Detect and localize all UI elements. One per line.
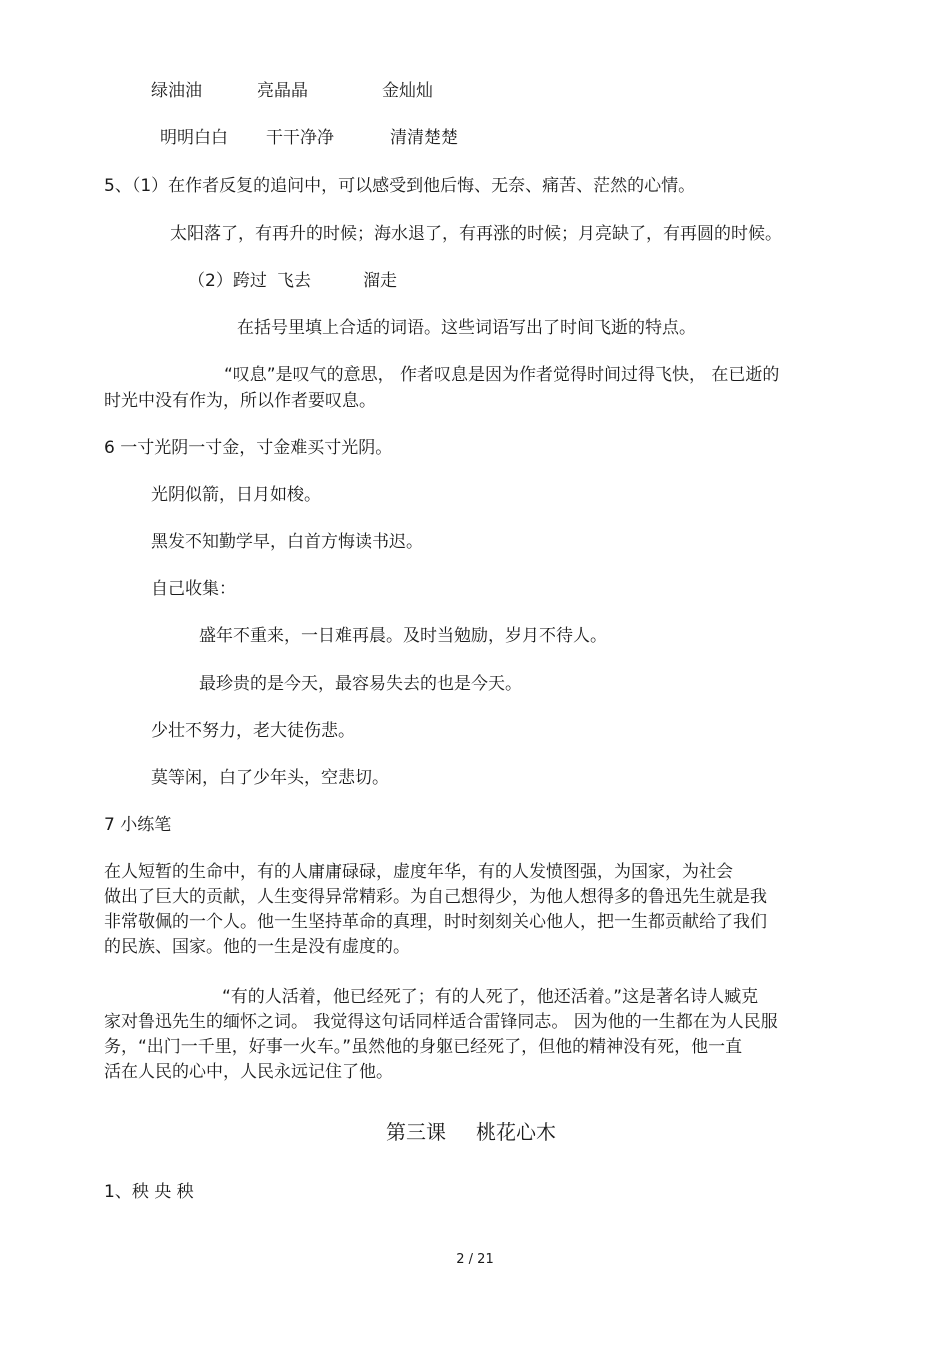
word-row1-3: 金灿灿 [382, 81, 433, 101]
q7-p1-line4: 的民族、国家。他的一生是没有虚度的。 [104, 937, 410, 957]
q7-p1-line2: 做出了巨大的贡献，人生变得异常精彩。为自己想得少，为他人想得多的鲁迅先生就是我 [104, 887, 767, 907]
page-number: 2 / 21 [456, 1252, 494, 1267]
q7-paragraph-2 [104, 985, 846, 1085]
word-row2-3: 清清楚楚 [390, 128, 458, 148]
q5-part2-word1: （2）跨过 [188, 271, 267, 291]
q6-proverb-4: 莫等闲，白了少年头，空悲切。 [151, 768, 389, 788]
word-row2-2: 干干净净 [266, 128, 334, 148]
q6-collected-1: 盛年不重来，一日难再晨。及时当勉励，岁月不待人。 [199, 626, 607, 646]
q7-p1-line1: 在人短暂的生命中，有的人庸庸碌碌，虚度年华，有的人发愤图强，为国家，为社会 [104, 862, 733, 882]
q7-paragraph-1 [104, 860, 846, 960]
q7-heading: 7 小练笔 [104, 815, 172, 835]
word-row2-1: 明明白白 [160, 128, 228, 148]
q7-p2-line1: “有的人活着，他已经死了；有的人死了，他还活着。”这是著名诗人臧克 [222, 987, 759, 1007]
q6-proverb-1: 光阴似箭，日月如梭。 [151, 485, 321, 505]
q6-proverb-3: 少壮不努力，老大徒伤悲。 [151, 721, 355, 741]
word-row1-1: 绿油油 [151, 81, 202, 101]
q6-proverb-2: 黑发不知勤学早，白首方悔读书迟。 [151, 532, 423, 552]
q6-heading: 6 一寸光阴一寸金，寸金难买寸光阴。 [104, 438, 393, 458]
q7-p2-line3: 务，“出门一千里，好事一火车。”虽然他的身躯已经死了，但他的精神没有死，他一直 [104, 1037, 743, 1057]
q5-part1: 5、（1）在作者反复的追问中，可以感受到他后悔、无奈、痛苦、茫然的心情。 [104, 176, 696, 196]
word-row1-2: 亮晶晶 [257, 81, 308, 101]
q6-collected-2: 最珍贵的是今天，最容易失去的也是今天。 [199, 674, 522, 694]
q7-p1-line3: 非常敬佩的一个人。他一生坚持革命的真理，时时刻刻关心他人，把一生都贡献给了我们 [104, 912, 767, 932]
lesson-number: 第三课 [386, 1120, 446, 1144]
lesson-title: 桃花心木 [476, 1120, 556, 1144]
q5-sigh-line1: “叹息”是叹气的意思， 作者叹息是因为作者觉得时间过得飞快， 在已逝的 [224, 365, 780, 385]
q5-sigh-line2: 时光中没有作为，所以作者要叹息。 [104, 391, 376, 411]
q7-p2-line4: 活在人民的心中，人民永远记住了他。 [104, 1062, 393, 1082]
q5-part2-word2: 飞去 [277, 271, 311, 291]
q7-p2-line2: 家对鲁迅先生的缅怀之词。 我觉得这句话同样适合雷锋同志。 因为他的一生都在为人民服 [104, 1012, 778, 1032]
q6-collected-label: 自己收集： [151, 579, 236, 599]
lesson3-q1: 1、秧 央 秧 [104, 1182, 194, 1202]
q5-part2-word3: 溜走 [363, 271, 397, 291]
q5-explanation: 在括号里填上合适的词语。这些词语写出了时间飞逝的特点。 [237, 318, 696, 338]
q5-sentence: 太阳落了，有再升的时候；海水退了，有再涨的时候；月亮缺了，有再圆的时候。 [170, 224, 782, 244]
